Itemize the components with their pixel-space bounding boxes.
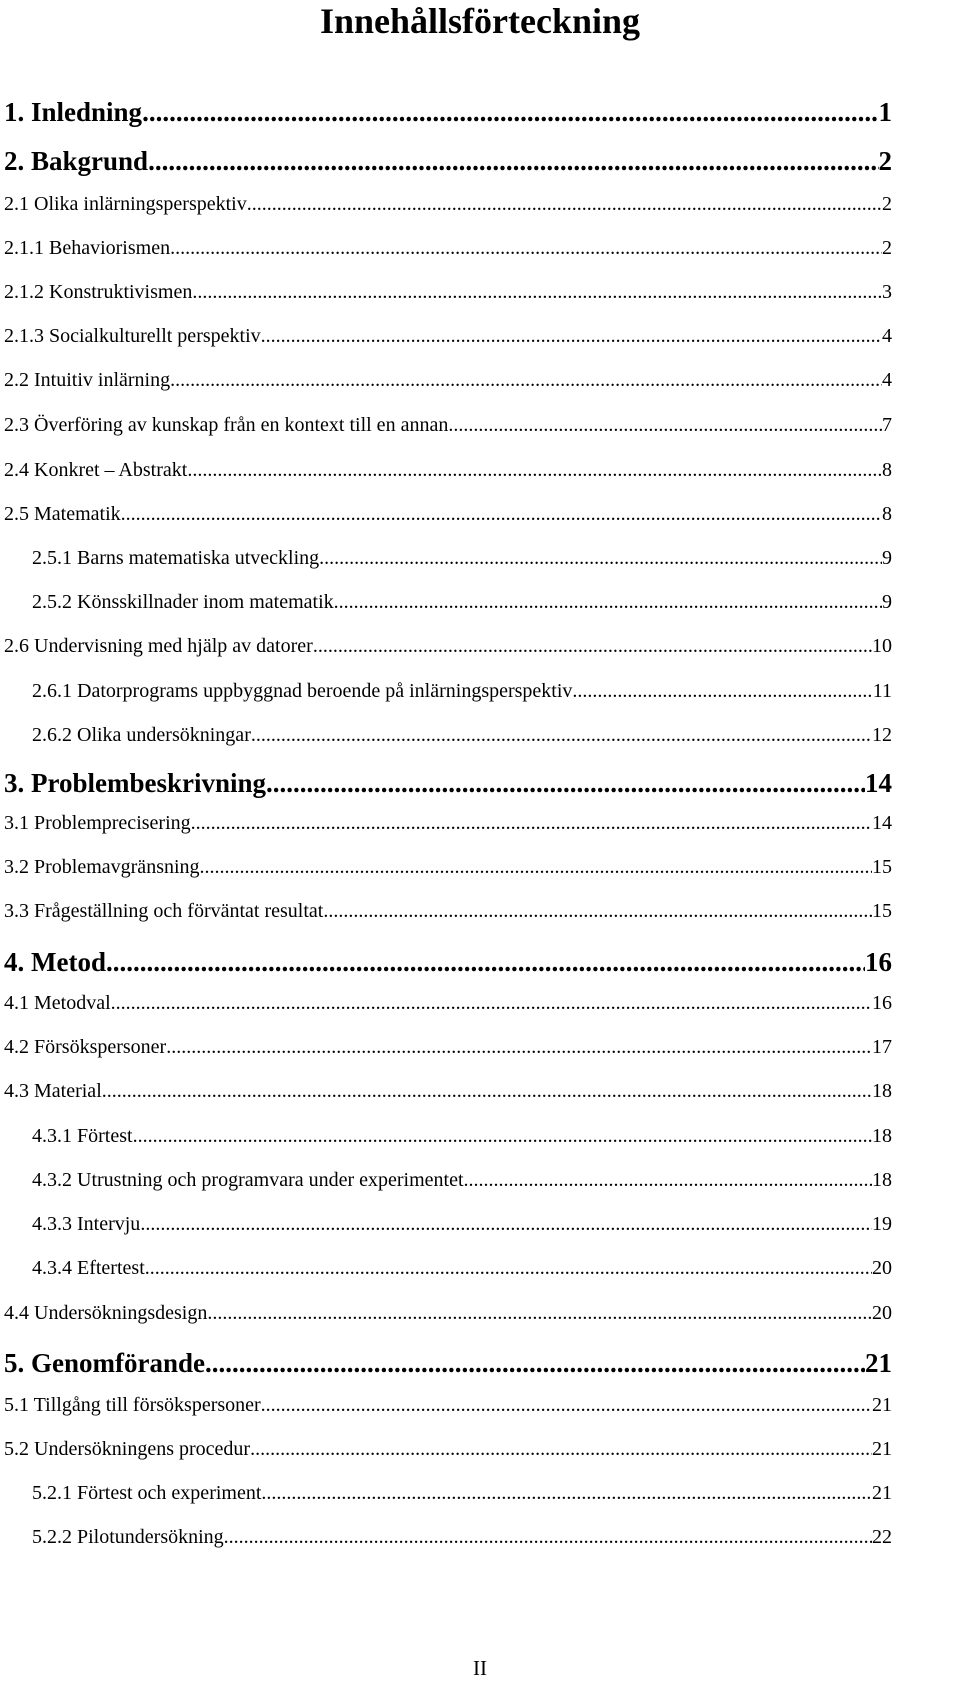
toc-entry-page: 2 [882, 237, 892, 259]
dot-leader [250, 1438, 872, 1461]
toc-entry-page: 7 [882, 414, 892, 436]
toc-entry-page: 18 [872, 1080, 892, 1102]
toc-entry-label: 2.1.3 Socialkulturellt perspektiv [4, 325, 261, 347]
toc-entry[interactable] [4, 1394, 892, 1417]
dot-leader [121, 503, 882, 526]
toc-entry-page: 21 [872, 1482, 892, 1504]
dot-leader [187, 459, 882, 482]
toc-entry[interactable] [4, 459, 892, 482]
toc-entry[interactable] [32, 1125, 892, 1148]
toc-entry[interactable] [4, 992, 892, 1015]
dot-leader [192, 281, 882, 304]
toc-entry[interactable] [4, 281, 892, 304]
dot-leader [323, 900, 872, 923]
toc-entry-page: 15 [872, 856, 892, 878]
dot-leader [261, 1482, 872, 1505]
dot-leader [207, 1302, 872, 1325]
toc-entry-label: 4.4 Undersökningsdesign [4, 1302, 208, 1324]
toc-entry-label: 2.6 Undervisning med hjälp av datorer [4, 635, 313, 657]
toc-entry-label: 3.1 Problemprecisering [4, 812, 191, 834]
toc-entry[interactable] [32, 1482, 892, 1505]
toc-entry[interactable] [4, 812, 892, 835]
toc-entry[interactable] [32, 1526, 892, 1549]
toc-entry-page: 16 [872, 992, 892, 1014]
dot-leader [224, 1526, 872, 1549]
toc-entry-page: 11 [872, 680, 892, 702]
toc-entry[interactable] [4, 237, 892, 260]
toc-entry-page: 3 [882, 281, 892, 303]
toc-entry-label: 3.2 Problemavgränsning [4, 856, 200, 878]
dot-leader [166, 1036, 872, 1059]
toc-entry-page: 4 [882, 369, 892, 391]
toc-entry[interactable] [4, 947, 892, 978]
toc-entry-page: 9 [882, 547, 892, 569]
toc-entry[interactable] [32, 680, 892, 703]
toc-entry-page: 21 [872, 1438, 892, 1460]
dot-leader [170, 237, 882, 260]
toc-entry-page: 4 [882, 325, 892, 347]
toc-entry[interactable] [4, 414, 892, 437]
toc-entry-page: 15 [872, 900, 892, 922]
toc-entry[interactable] [4, 856, 892, 879]
toc-entry-label: 5. Genomförande [4, 1348, 205, 1378]
dot-leader [200, 856, 872, 879]
toc-entry[interactable] [32, 547, 892, 570]
toc-entry[interactable] [32, 591, 892, 614]
dot-leader [142, 97, 878, 128]
toc-entry-page: 19 [872, 1213, 892, 1235]
dot-leader [133, 1125, 872, 1148]
toc-entry[interactable] [32, 724, 892, 747]
toc-entry-label: 2.6.1 Datorprograms uppbyggnad beroende på inlärningsperspektiv [32, 680, 573, 702]
toc-entry-label: 2.6.2 Olika undersökningar [32, 724, 251, 746]
toc-entry-page: 18 [872, 1125, 892, 1147]
dot-leader [266, 768, 865, 799]
toc-entry[interactable] [4, 768, 892, 799]
toc-entry-page: 14 [872, 812, 892, 834]
toc-entry-label: 2.1.1 Behaviorismen [4, 237, 171, 259]
toc-entry-label: 4.3 Material [4, 1080, 102, 1102]
toc-entry-page: 10 [872, 635, 892, 657]
toc-entry[interactable] [4, 1302, 892, 1325]
dot-leader [319, 547, 882, 570]
toc-entry[interactable] [4, 635, 892, 658]
dot-leader [205, 1348, 865, 1379]
dot-leader [261, 325, 882, 348]
toc-entry[interactable] [32, 1213, 892, 1236]
toc-entry-page: 2 [878, 146, 892, 176]
toc-entry-page: 21 [872, 1394, 892, 1416]
toc-entry-label: 4.3.4 Eftertest [32, 1257, 145, 1279]
dot-leader [111, 992, 872, 1015]
toc-entry-page: 18 [872, 1169, 892, 1191]
toc-entry[interactable] [4, 1348, 892, 1379]
toc-entry[interactable] [4, 193, 892, 216]
dot-leader [261, 1394, 872, 1417]
toc-entry-page: 8 [882, 503, 892, 525]
toc-entry-label: 2.1.2 Konstruktivismen [4, 281, 193, 303]
toc-entry-label: 5.2.1 Förtest och experiment [32, 1482, 262, 1504]
dot-leader [247, 193, 882, 216]
toc-entry-page: 12 [872, 724, 892, 746]
dot-leader [313, 635, 872, 658]
dot-leader [251, 724, 872, 747]
dot-leader [140, 1213, 872, 1236]
toc-entry-label: 1. Inledning [4, 97, 143, 127]
toc-entry-label: 4.3.3 Intervju [32, 1213, 141, 1235]
toc-entry[interactable] [32, 1169, 892, 1192]
toc-entry[interactable] [4, 503, 892, 526]
dot-leader [464, 1169, 872, 1192]
toc-entry[interactable] [4, 97, 892, 128]
toc-entry-label: 3.3 Frågeställning och förväntat resultat [4, 900, 324, 922]
dot-leader [191, 812, 872, 835]
dot-leader [148, 146, 878, 177]
toc-entry-page: 14 [865, 768, 892, 798]
toc-entry[interactable] [4, 146, 892, 177]
dot-leader [170, 369, 882, 392]
toc-entry-label: 2.1 Olika inlärningsperspektiv [4, 193, 247, 215]
dot-leader [106, 947, 865, 978]
toc-entry-page: 2 [882, 193, 892, 215]
toc-entry-label: 2.3 Överföring av kunskap från en kontext till en annan [4, 414, 449, 436]
toc-entry[interactable] [4, 1036, 892, 1059]
toc-entry-label: 2.2 Intuitiv inlärning [4, 369, 171, 391]
toc-entry-page: 16 [865, 947, 892, 977]
toc-entry-label: 2.5.1 Barns matematiska utveckling [32, 547, 320, 569]
toc-entry-label: 2.5 Matematik [4, 503, 121, 525]
toc-entry-label: 5.2.2 Pilotundersökning [32, 1526, 224, 1548]
dot-leader [334, 591, 882, 614]
toc-entry-page: 8 [882, 459, 892, 481]
toc-entry[interactable] [32, 1257, 892, 1280]
dot-leader [145, 1257, 872, 1280]
toc-entry-label: 4.3.2 Utrustning och programvara under experimentet [32, 1169, 464, 1191]
toc-entry-label: 5.1 Tillgång till försökspersoner [4, 1394, 261, 1416]
toc-entry-page: 17 [872, 1036, 892, 1058]
toc-entry-label: 4. Metod [4, 947, 106, 977]
toc-entry-page: 1 [878, 97, 892, 127]
toc-entry[interactable] [4, 1080, 892, 1103]
toc-entry[interactable] [4, 1438, 892, 1461]
page-title: Innehållsförteckning [319, 1, 641, 41]
toc-entry-label: 2.4 Konkret – Abstrakt [4, 459, 188, 481]
toc-entry-label: 4.2 Försökspersoner [4, 1036, 167, 1058]
dot-leader [448, 414, 882, 437]
dot-leader [572, 680, 872, 703]
toc-entry[interactable] [4, 369, 892, 392]
toc-entry-page: 20 [872, 1257, 892, 1279]
toc-entry[interactable] [4, 900, 892, 923]
toc-entry-label: 4.3.1 Förtest [32, 1125, 133, 1147]
toc-entry-label: 2.5.2 Könsskillnader inom matematik [32, 591, 334, 613]
toc-entry-label: 3. Problembeskrivning [4, 768, 267, 798]
toc-entry-page: 9 [882, 591, 892, 613]
page-number-footer: II [473, 1656, 487, 1680]
toc-entry-page: 21 [865, 1348, 892, 1378]
toc-entry-label: 2. Bakgrund [4, 146, 149, 176]
toc-entry-label: 4.1 Metodval [4, 992, 111, 1014]
dot-leader [102, 1080, 872, 1103]
toc-entry-page: 20 [872, 1302, 892, 1324]
toc-entry-label: 5.2 Undersökningens procedur [4, 1438, 251, 1460]
toc-entry[interactable] [4, 325, 892, 348]
toc-entry-page: 22 [872, 1526, 892, 1548]
